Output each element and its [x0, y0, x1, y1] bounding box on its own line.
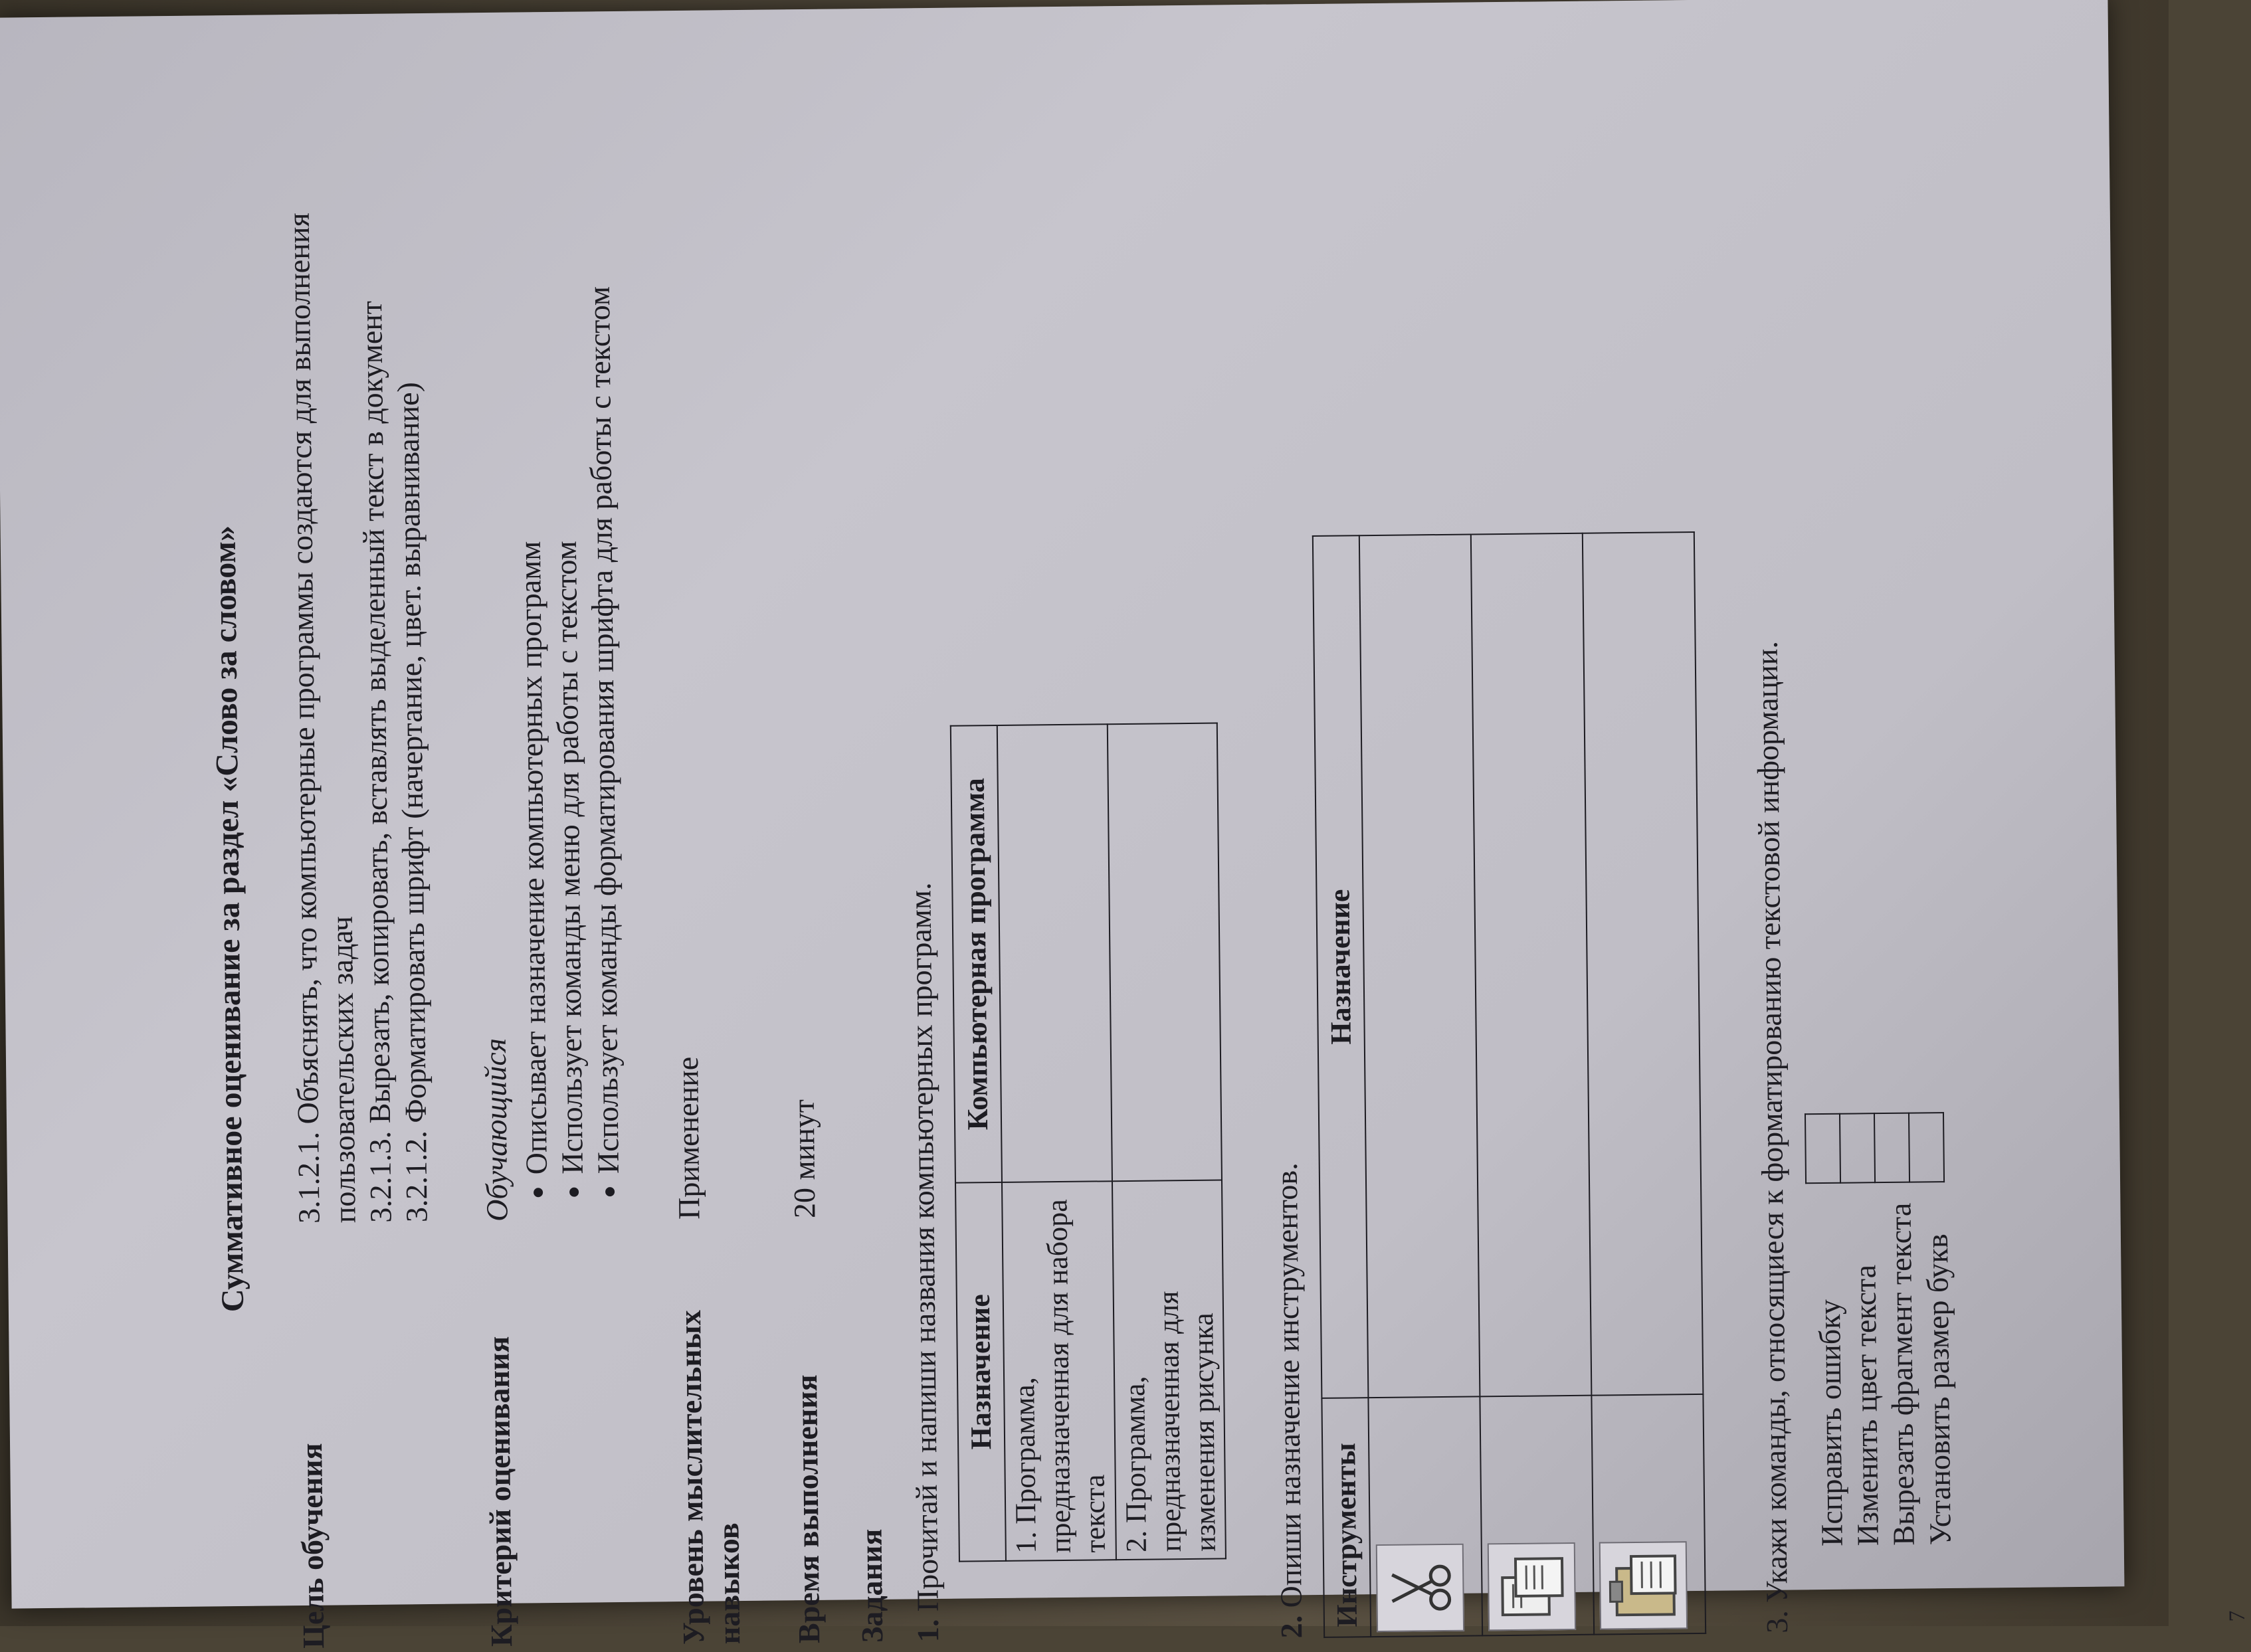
- task-2: [1259, 177, 1310, 1638]
- answer-boxes: [1805, 1112, 1945, 1184]
- level-value: Применение: [660, 183, 743, 1220]
- table-row: [997, 724, 1116, 1561]
- task-1-text: Прочитай и напиши названия компьютерных программ.: [903, 882, 944, 1611]
- goal-item: 3.2.1.2. Форматировать шрифт (начертание, цвет. выравнивание): [389, 186, 436, 1222]
- paste-clipboard-icon: [1599, 1541, 1687, 1629]
- level-row: [660, 183, 748, 1645]
- learner-label: Обучающийся: [468, 185, 516, 1222]
- answer-checkbox[interactable]: [1840, 1113, 1875, 1183]
- tools-head-tools: Инструменты: [1321, 1398, 1371, 1637]
- scissors-cut-icon: [1375, 1544, 1464, 1632]
- answer-checkbox[interactable]: [1909, 1113, 1944, 1182]
- criteria-row: [468, 184, 632, 1647]
- criteria-item: • Использует команды форматирования шрифта для работы с текстом: [581, 184, 627, 1174]
- worksheet-content: [203, 167, 2198, 1649]
- table-row: [1107, 723, 1226, 1560]
- criteria-label: Критерий оценивания: [479, 1220, 632, 1647]
- answer-checkbox[interactable]: [1805, 1114, 1840, 1184]
- task-2-text: Опиши назначение инструментов.: [1270, 1162, 1308, 1608]
- tools-table: [1312, 531, 1706, 1638]
- programs-head-purpose: Назначение: [955, 1182, 1006, 1562]
- programs-table: [950, 722, 1227, 1562]
- criteria-list: [508, 184, 627, 1222]
- tool-answer-cell[interactable]: [1582, 532, 1703, 1396]
- commands-block: [1800, 170, 1959, 1546]
- goal-item: 3.2.1.3. Вырезать, копировать, вставлять выделенный текст в документ: [352, 187, 399, 1223]
- command-item: Установить размер букв: [1919, 1202, 1959, 1546]
- table-row: [1470, 533, 1593, 1636]
- programs-head-program: Компьютерная программа: [951, 725, 1002, 1183]
- task-1: [895, 181, 946, 1642]
- table-row: [1582, 532, 1705, 1635]
- goal-list: [280, 186, 435, 1224]
- tool-cell: [1480, 1396, 1594, 1636]
- command-item: Исправить ошибку: [1811, 1204, 1850, 1547]
- task-2-number: 2.: [1274, 1615, 1308, 1639]
- commands-list: [1811, 1202, 1958, 1546]
- programs-cell-purpose: 2. Программа, предназначенная для изменения рисунка: [1112, 1180, 1226, 1560]
- programs-answer-cell[interactable]: [1107, 723, 1222, 1182]
- answer-checkbox[interactable]: [1874, 1113, 1909, 1183]
- table-row: [1359, 535, 1482, 1637]
- task-3-text: 3. Укажи команды, относящиеся к форматированию текстовой информации.: [1744, 172, 1795, 1633]
- tasks-label: Задания: [850, 1218, 890, 1643]
- page-title: Суммативное оценивание за раздел «Слово за словом»: [203, 188, 256, 1649]
- tool-answer-cell[interactable]: [1470, 533, 1591, 1397]
- tools-head-purpose: Назначение: [1313, 535, 1368, 1398]
- goal-row: [280, 186, 440, 1649]
- criteria-item: • Описывает назначение компьютерных программ: [508, 185, 555, 1174]
- goal-label: Цель обучения: [291, 1222, 440, 1649]
- criteria-item: • Использует команды меню для работы с текстом: [544, 185, 591, 1174]
- criteria-block: [468, 184, 627, 1222]
- tool-cell: [1591, 1394, 1706, 1635]
- goal-item: 3.1.2.1. Объяснять, что компьютерные программы создаются для выполнения пользовательских задач: [280, 187, 363, 1224]
- programs-answer-cell[interactable]: [997, 724, 1112, 1182]
- time-label: Время выполнения: [787, 1218, 828, 1644]
- page-number: 7: [2224, 1610, 2251, 1621]
- task-1-number: 1.: [911, 1619, 945, 1642]
- tool-answer-cell[interactable]: [1359, 535, 1480, 1398]
- copy-documents-icon: [1487, 1542, 1575, 1631]
- command-item: Изменить цвет текста: [1847, 1203, 1887, 1546]
- tool-cell: [1368, 1396, 1482, 1637]
- programs-cell-purpose: 1. Программа, предназначенная для набора текста: [1002, 1181, 1116, 1561]
- level-label: Уровень мыслительных навыков: [671, 1219, 747, 1645]
- command-item: Вырезать фрагмент текста: [1883, 1202, 1923, 1546]
- time-value: 20 минут: [776, 182, 823, 1218]
